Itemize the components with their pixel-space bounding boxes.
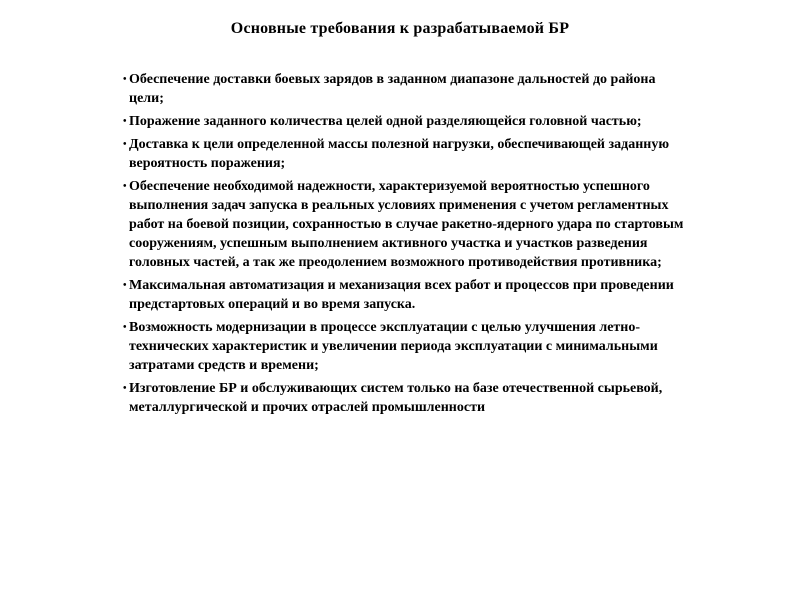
list-item-text: Изготовление БР и обслуживающих систем только на базе отечественной сырьевой, металлургической и прочих отраслей промышленности xyxy=(129,381,663,415)
list-item-text: Обеспечение доставки боевых зарядов в заданном диапазоне дальностей до района цели; xyxy=(129,72,656,106)
list-item-text: Максимальная автоматизация и механизация всех работ и процессов при проведении предстартовых операций и во время запуска. xyxy=(129,278,674,312)
bullet-icon: • xyxy=(123,74,127,85)
list-item xyxy=(123,276,689,314)
list-item xyxy=(123,70,689,108)
bullet-icon: • xyxy=(123,383,127,394)
list-item-text: Поражение заданного количества целей одной разделяющейся головной частью; xyxy=(129,114,642,129)
bullet-icon: • xyxy=(123,116,127,127)
slide-title: Основные требования к разрабатываемой БР xyxy=(230,20,570,37)
list-item xyxy=(123,318,689,375)
list-item-text: Доставка к цели определенной массы полезной нагрузки, обеспечивающей заданную вероятность поражения; xyxy=(129,137,670,171)
bullet-icon: • xyxy=(123,280,127,291)
list-item xyxy=(123,135,689,173)
bullet-icon: • xyxy=(123,322,127,333)
bullet-icon: • xyxy=(123,139,127,150)
list-item xyxy=(123,177,689,272)
list-item-text: Возможность модернизации в процессе эксплуатации с целью улучшения летно-технических характеристик и увеличении периода эксплуатации с минимальными затратами средств и времени; xyxy=(129,320,658,373)
list-item xyxy=(123,379,689,417)
requirements-list xyxy=(123,70,689,421)
bullet-icon: • xyxy=(123,181,127,192)
list-item xyxy=(123,112,689,131)
list-item-text: Обеспечение необходимой надежности, характеризуемой вероятностью успешного выполнения задач запуска в реальных условиях применения с учетом регламентных работ на боевой позиции, сохранностью в случае ракетно-ядерного удара по стартовым сооружениям, успешным выполнением активного участка и участков разведения головных частей, а так же преодолением возможного противодействия противника; xyxy=(129,179,684,270)
